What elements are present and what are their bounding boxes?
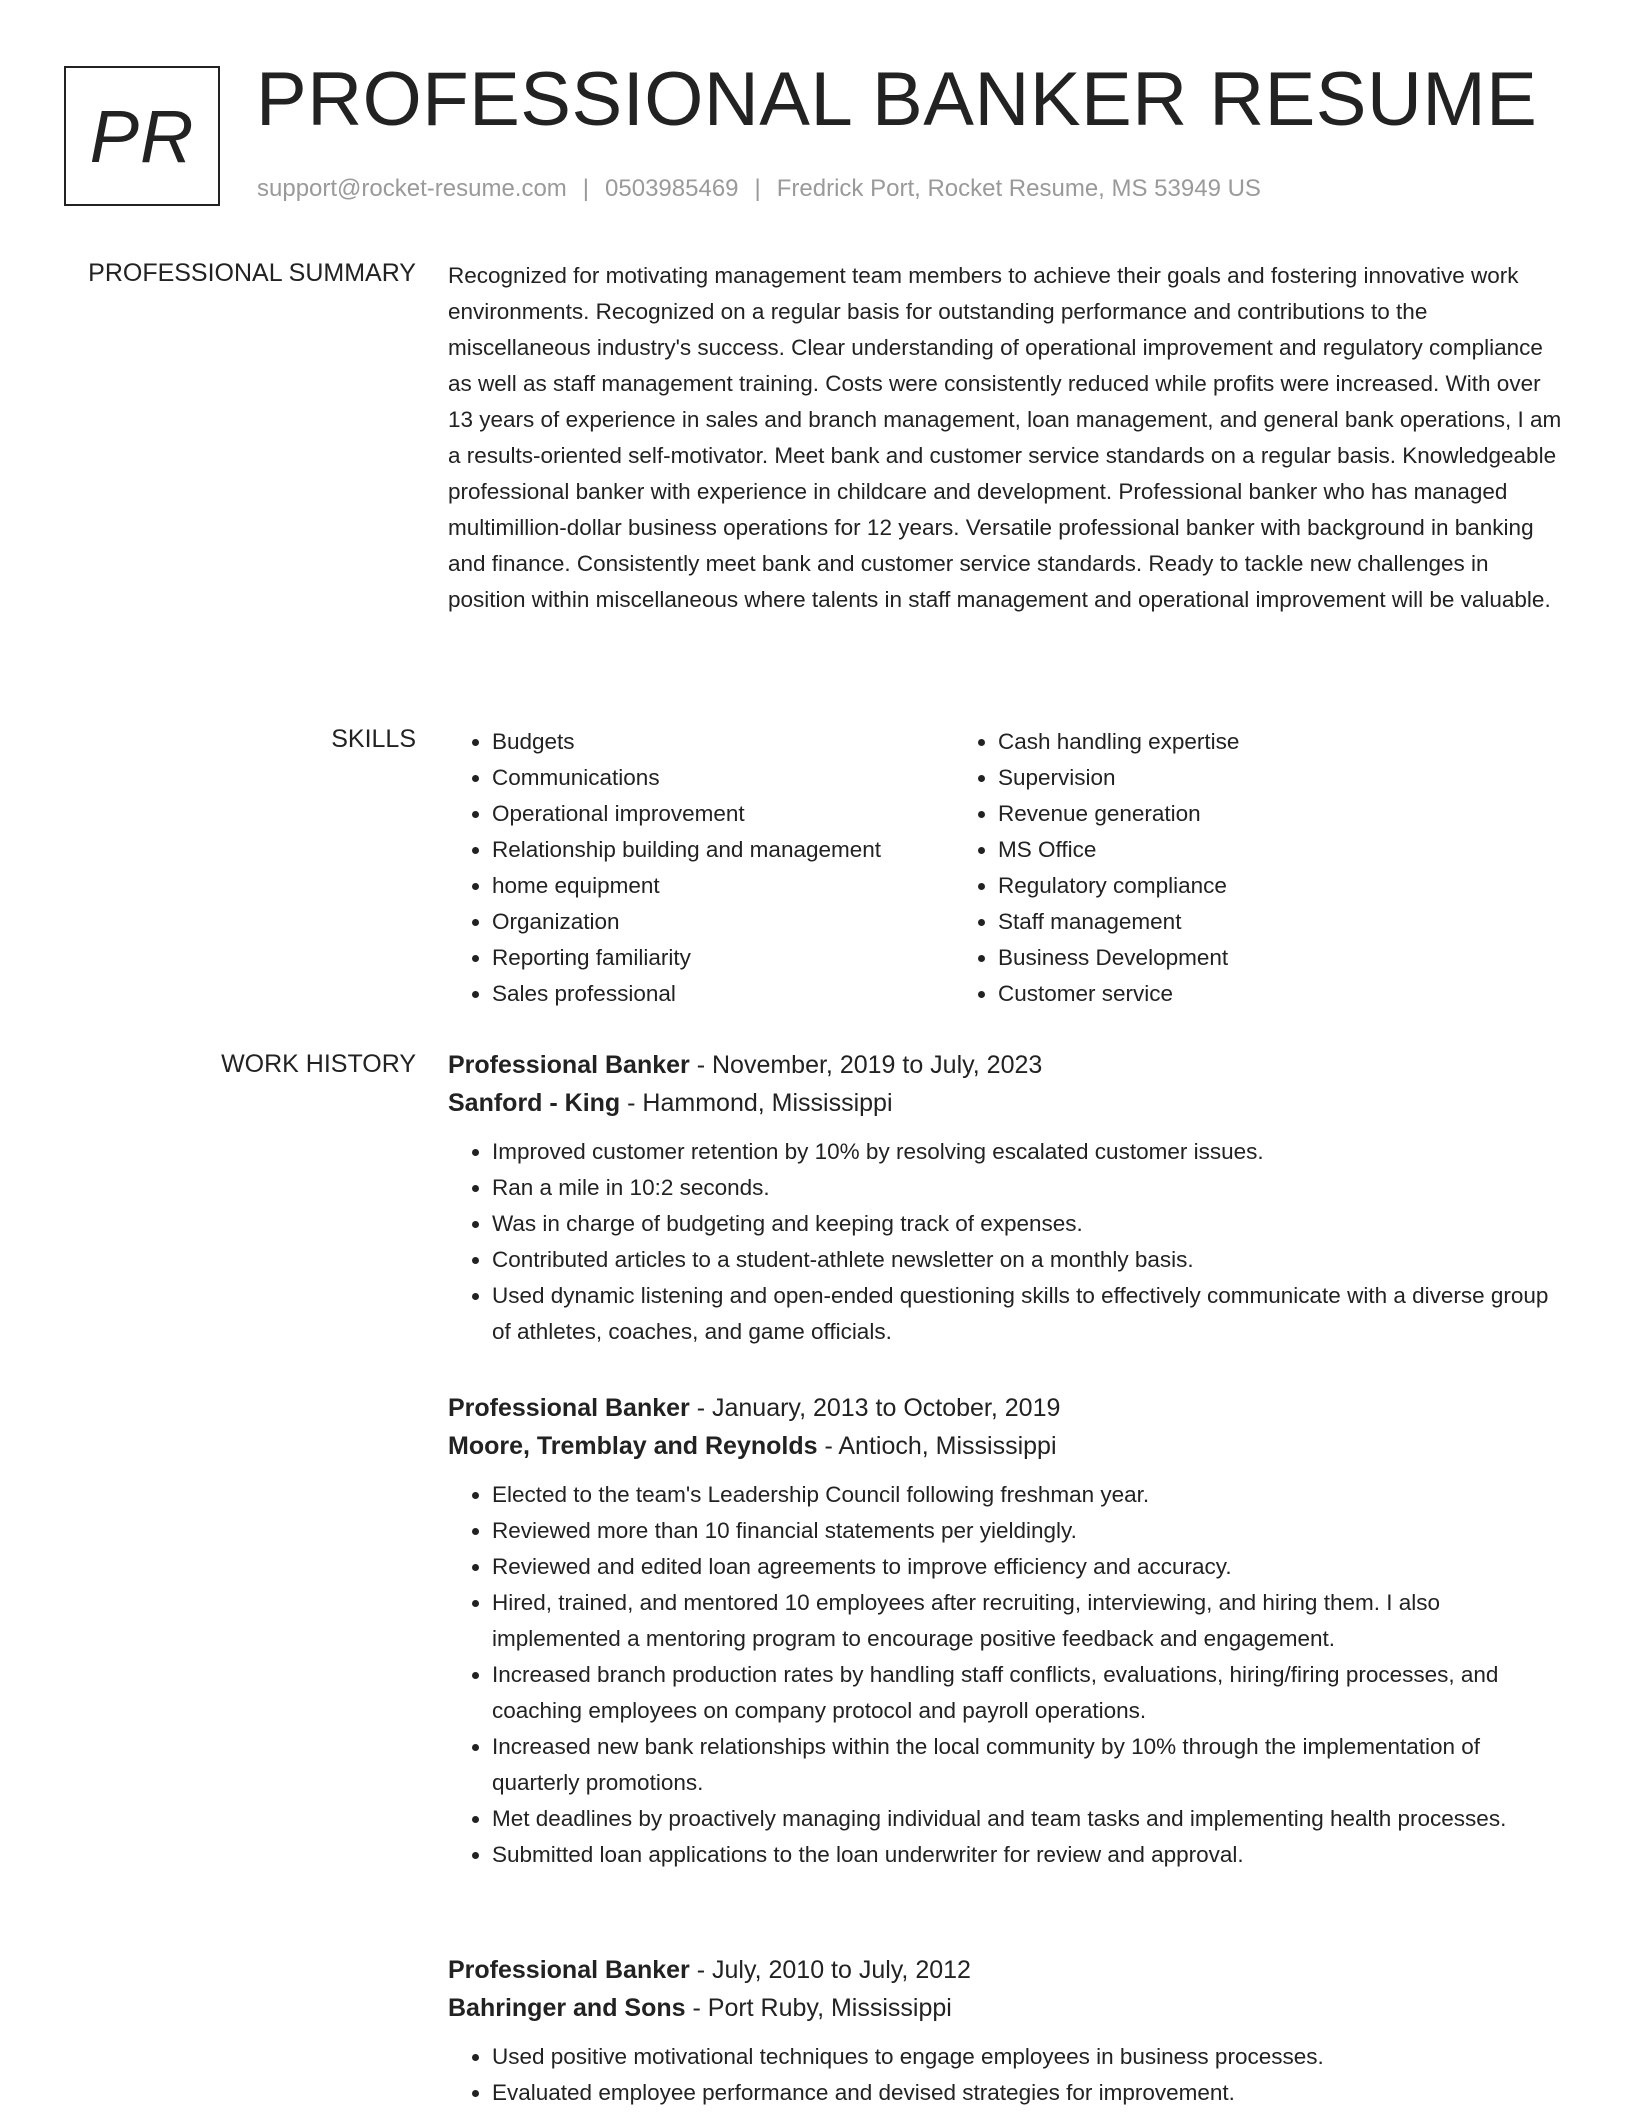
- work-history-heading: WORK HISTORY: [221, 1050, 416, 1078]
- skill-item: • Revenue generation: [998, 796, 1554, 832]
- skill-item: • home equipment: [492, 868, 954, 904]
- job-bullet: • Used positive motivational techniques to engage employees in business processes.: [492, 2039, 1568, 2075]
- summary-text: Recognized for motivating management team members to achieve their goals and fostering innovative work environments. Recognized on a regular basis for outstanding performance and contributions to the miscellaneous industry's success. Clear understanding of operational improvement and regulatory compliance as well as staff management training. Costs were consistently reduced while profits were increased. With over 13 years of experience in sales and branch management, loan management, and general bank operations, I am a results-oriented self-motivator. Meet bank and customer service standards on a regular basis. Knowledgeable professional banker with experience in childcare and development. Professional banker who has managed multimillion-dollar business operations for 12 years. Versatile professional banker with background in banking and finance. Consistently meet bank and customer service standards. Ready to tackle new challenges in position within miscellaneous where talents in staff management and operational improvement will be valuable.: [448, 263, 1562, 612]
- job-title-line: [448, 1046, 1568, 1084]
- job-bullet: • Was in charge of budgeting and keeping track of expenses.: [492, 1206, 1568, 1242]
- job-title-line: [448, 1951, 1568, 1989]
- summary-heading: PROFESSIONAL SUMMARY: [88, 259, 416, 287]
- job-dates: - July, 2010 to July, 2012: [689, 1956, 971, 1984]
- job-location: - Hammond, Mississippi: [620, 1089, 893, 1117]
- job-company: Moore, Tremblay and Reynolds: [448, 1432, 818, 1460]
- skill-item: • Customer service: [998, 976, 1554, 1012]
- job-bullet: • Increased branch production rates by handling staff conflicts, evaluations, hiring/firing processes, and coaching employees on company protocol and payroll operations.: [492, 1657, 1568, 1729]
- skill-item: • Relationship building and management: [492, 832, 954, 868]
- job-company: Bahringer and Sons: [448, 1994, 686, 2022]
- job-bullet: • Evaluated employee performance and devised strategies for improvement.: [492, 2075, 1568, 2111]
- resume-title: PROFESSIONAL BANKER RESUME: [256, 57, 1538, 142]
- skill-item: • Organization: [492, 904, 954, 940]
- monogram-box: [64, 66, 220, 206]
- job-bullet: • Ran a mile in 10:2 seconds.: [492, 1170, 1568, 1206]
- summary-section: [448, 258, 1568, 618]
- job-bullet: • Submitted loan applications to the loan underwriter for review and approval.: [492, 1837, 1568, 1873]
- skill-item: • Staff management: [998, 904, 1554, 940]
- skill-item: • MS Office: [998, 832, 1554, 868]
- skill-item: • Sales professional: [492, 976, 954, 1012]
- contact-separator: |: [582, 175, 590, 202]
- skill-item: • Business Development: [998, 940, 1554, 976]
- job-bullets: [448, 1477, 1568, 1873]
- skill-item: • Reporting familiarity: [492, 940, 954, 976]
- contact-address: Fredrick Port, Rocket Resume, MS 53949 US: [776, 175, 1261, 202]
- skills-columns: [448, 724, 1568, 1012]
- job-entry: [448, 1389, 1568, 1873]
- job-title: Professional Banker: [448, 1394, 690, 1422]
- contact-separator: |: [754, 175, 761, 202]
- job-dates: - January, 2013 to October, 2019: [689, 1394, 1061, 1422]
- job-company: Sanford - King: [448, 1089, 621, 1117]
- skill-item: • Budgets: [492, 724, 954, 760]
- contact-line: [257, 175, 1261, 203]
- job-entry: [448, 1951, 1568, 2111]
- monogram-initials: PR: [89, 94, 195, 178]
- job-company-line: [448, 1427, 1568, 1465]
- skills-heading: SKILLS: [331, 725, 416, 753]
- skill-item: • Regulatory compliance: [998, 868, 1554, 904]
- job-bullet: • Increased new bank relationships within the local community by 10% through the implementation of quarterly promotions.: [492, 1729, 1568, 1801]
- contact-phone: 0503985469: [605, 175, 739, 202]
- job-dates: - November, 2019 to July, 2023: [689, 1051, 1043, 1079]
- job-bullets: [448, 1134, 1568, 1350]
- job-company-line: [448, 1989, 1568, 2027]
- job-title: Professional Banker: [448, 1956, 690, 1984]
- skills-list-left: [448, 724, 954, 1012]
- skill-item: • Cash handling expertise: [998, 724, 1554, 760]
- job-bullet: • Elected to the team's Leadership Council following freshman year.: [492, 1477, 1568, 1513]
- job-bullet: • Reviewed more than 10 financial statements per yieldingly.: [492, 1513, 1568, 1549]
- skills-section: [448, 724, 1568, 1012]
- contact-email: support@rocket-resume.com: [257, 175, 567, 202]
- skill-item: • Operational improvement: [492, 796, 954, 832]
- job-title: Professional Banker: [448, 1051, 690, 1079]
- job-bullet: • Reviewed and edited loan agreements to improve efficiency and accuracy.: [492, 1549, 1568, 1585]
- job-location: - Antioch, Mississippi: [817, 1432, 1057, 1460]
- job-bullet: • Met deadlines by proactively managing individual and team tasks and implementing health processes.: [492, 1801, 1568, 1837]
- job-title-line: [448, 1389, 1568, 1427]
- job-bullet: • Improved customer retention by 10% by resolving escalated customer issues.: [492, 1134, 1568, 1170]
- job-company-line: [448, 1084, 1568, 1122]
- skills-list-right: [954, 724, 1554, 1012]
- job-location: - Port Ruby, Mississippi: [685, 1994, 952, 2022]
- skill-item: • Supervision: [998, 760, 1554, 796]
- job-bullet: • Used dynamic listening and open-ended questioning skills to effectively communicate with a diverse group of athletes, coaches, and game officials.: [492, 1278, 1568, 1350]
- job-entry: [448, 1046, 1568, 1350]
- skill-item: • Communications: [492, 760, 954, 796]
- job-bullets: [448, 2039, 1568, 2111]
- job-bullet: • Hired, trained, and mentored 10 employees after recruiting, interviewing, and hiring them. I also implemented a mentoring program to encourage positive feedback and engagement.: [492, 1585, 1568, 1657]
- job-bullet: • Contributed articles to a student-athlete newsletter on a monthly basis.: [492, 1242, 1568, 1278]
